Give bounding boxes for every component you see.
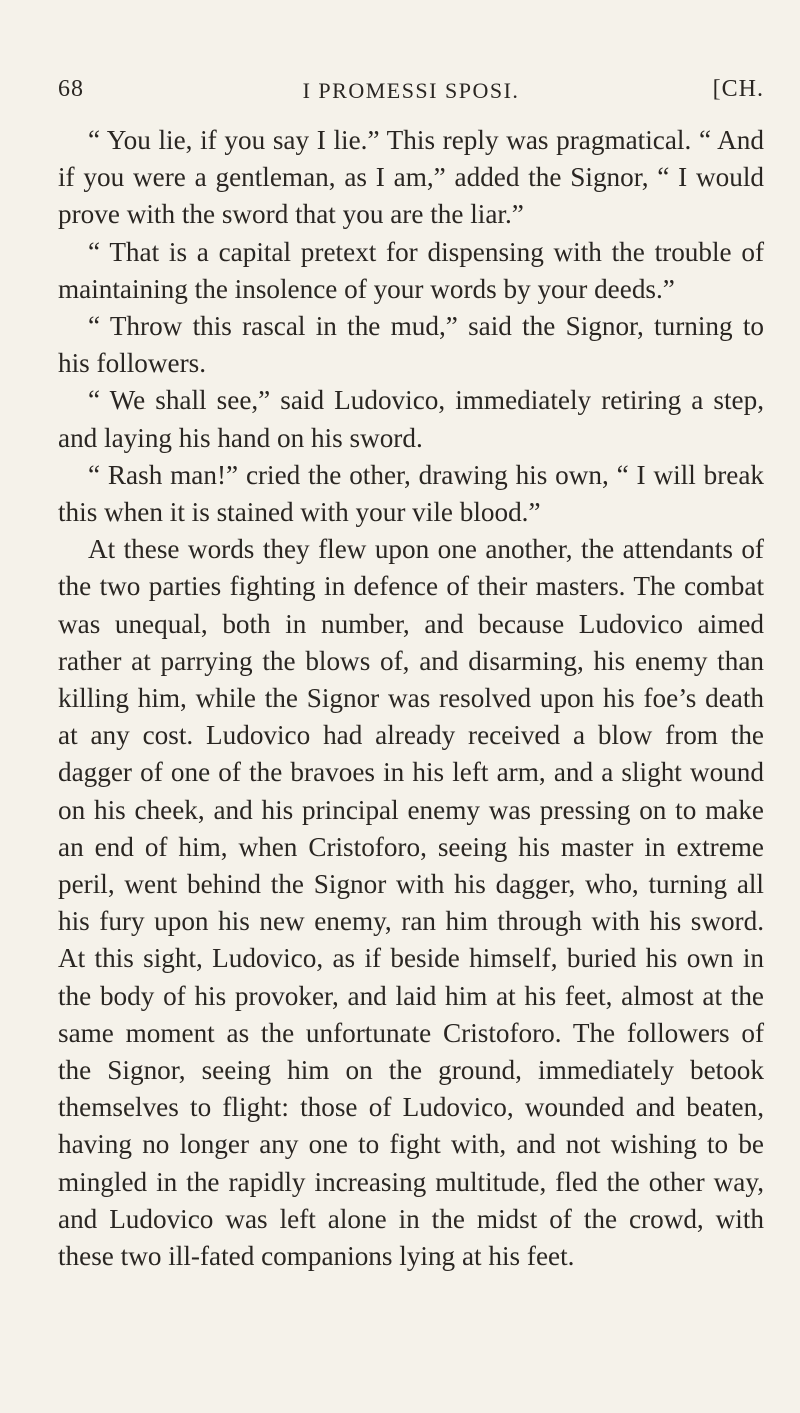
paragraph: “ Rash man!” cried the other, drawing his own, “ I will break this when it is stained with your vile blood.” [58, 459, 764, 528]
paragraph: “ That is a capital pretext for dispensing with the trouble of maintaining the insolence of your words by your deeds.” [58, 236, 764, 304]
running-title: I PROMESSI SPOSI. [302, 78, 520, 103]
page-number: 68 [58, 76, 84, 102]
paragraph: “ Throw this rascal in the mud,” said the Signor, turning to his followers. [58, 311, 764, 379]
running-header [58, 76, 764, 116]
paragraph: “ You lie, if you say I lie.” This reply was pragmatical. “ And if you were a gentleman, as I am,” added the Signor, “ I would prove with the sword that you are the liar.” [58, 125, 764, 230]
paragraph: “ We shall see,” said Ludovico, immediately retiring a step, and laying his hand on his sword. [58, 385, 764, 453]
chapter-label: [CH. [712, 76, 764, 102]
paragraph: At these words they flew upon one another, the attendants of the two parties fighting in defence of their masters. The combat was unequal, both in number, and because Ludovico aimed rather at parrying the blows of, and disarming, his enemy than killing him, while the Signor was resolved upon his foe’s death at any cost. Ludovico had already received a blow from the dagger of one of the bravoes in his left arm, and a slight wound on his cheek, and his principal enemy was pressing on to make an end of him, when Cristoforo, seeing his master in extreme peril, went behind the Signor with his dagger, who, turning all his fury upon his new enemy, ran him through with his sword. At this sight, Ludovico, as if beside himself, buried his own in the body of his provoker, and laid him at his feet, almost at the same moment as the unfortunate Cristoforo. The followers of the Signor, seeing him on the ground, immediately betook themselves to flight: those of Ludovico, wounded and beaten, having no longer any one to fight with, and not wishing to be mingled in the rapidly increasing multitude, fled the other way, and Ludovico was left alone in the midst of the crowd, with these two ill-fated companions lying at his feet. [58, 534, 764, 1272]
body-text [58, 122, 764, 1275]
